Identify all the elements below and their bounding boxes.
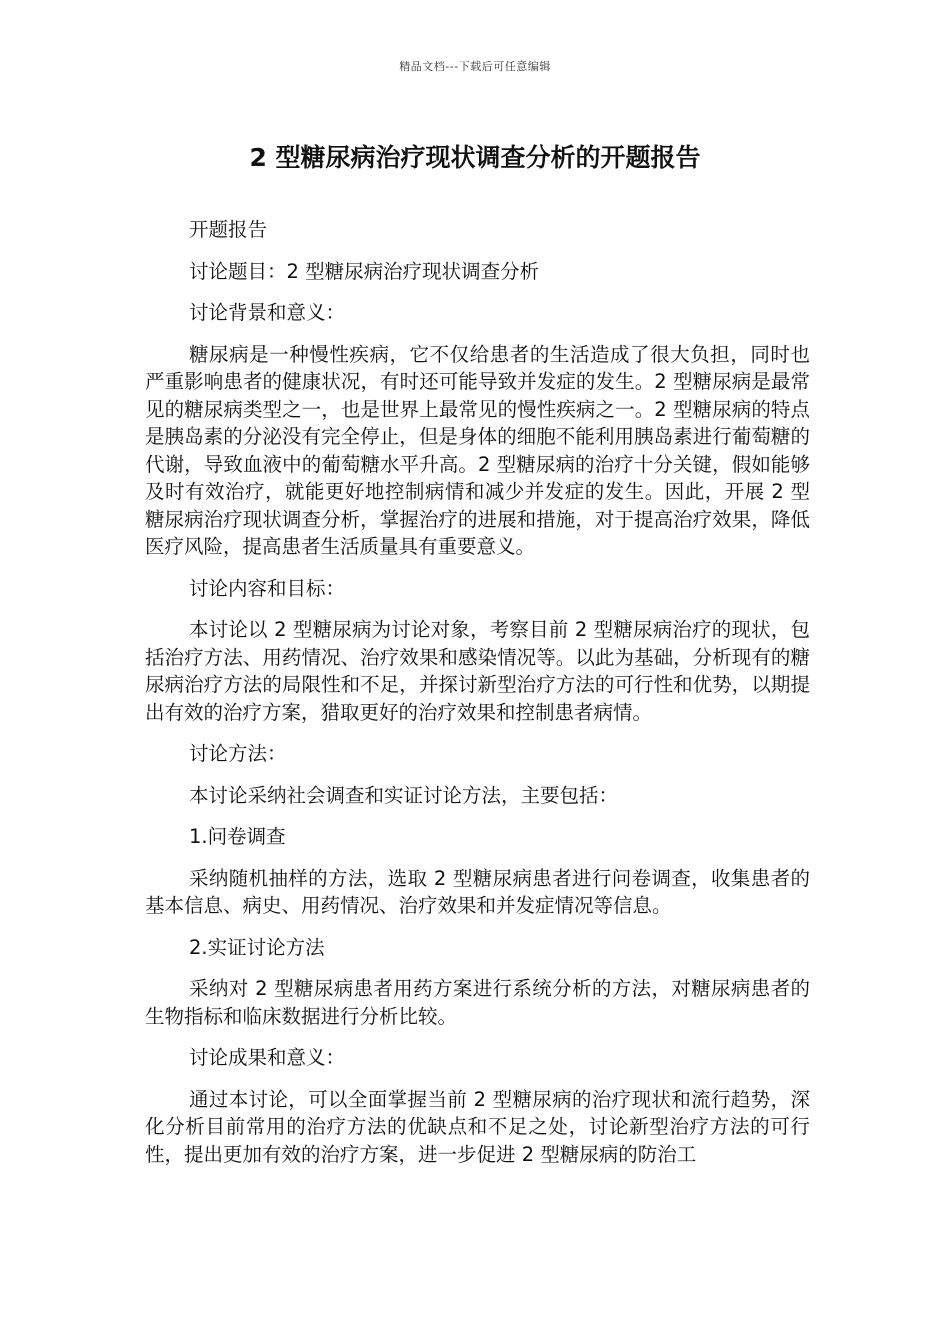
paragraph-topic: 讨论题目：2 型糖尿病治疗现状调查分析 (189, 259, 540, 283)
paragraph-section-label: 开题报告 (189, 218, 268, 241)
heading-questionnaire: 1.问卷调查 (189, 825, 286, 848)
heading-results: 讨论成果和意义： (189, 1046, 346, 1069)
header-note: 精品文档---下载后可任意编辑 (399, 60, 551, 73)
heading-background: 讨论背景和意义： (189, 301, 346, 324)
document-title: 2 型糖尿病治疗现状调查分析的开题报告 (249, 143, 701, 172)
paragraph-empirical: 采纳对 2 型糖尿病患者用药方案进行系统分析的方法，对糖尿病患者的生物指标和临床数据进行分析比较。 (145, 977, 810, 1028)
document-body (145, 216, 810, 1182)
paragraph-methods-intro: 本讨论采纳社会调查和实证讨论方法，主要包括： (189, 783, 619, 807)
paragraph-results: 通过本讨论，可以全面掌握当前 2 型糖尿病的治疗现状和流行趋势，深化分析目前常用的治疗方法的优缺点和不足之处，讨论新型治疗方法的可行性，提出更加有效的治疗方案，进一步促进 2 型糖尿病的防治工 (145, 1087, 810, 1166)
paragraph-background: 糖尿病是一种慢性疾病，它不仅给患者的生活造成了很大负担，同时也严重影响患者的健康状况，有时还可能导致并发症的发生。2 型糖尿病是最常见的糖尿病类型之一，也是世界上最常见的慢性疾病之一。2 型糖尿病的特点是胰岛素的分泌没有完全停止，但是身体的细胞不能利用胰岛素进行葡萄糖的代谢，导致血液中的葡萄糖水平升高。2 型糖尿病的治疗十分关键，假如能够及时有效治疗，就能更好地控制病情和减少并发症的发生。因此，开展 2 型糖尿病治疗现状调查分析，掌握治疗的进展和措施，对于提高治疗效果，降低医疗风险，提高患者生活质量具有重要意义。 (145, 342, 810, 558)
paragraph-content-goals: 本讨论以 2 型糖尿病为讨论对象，考察目前 2 型糖尿病治疗的现状，包括治疗方法、用药情况、治疗效果和感染情况等。以此为基础，分析现有的糖尿病治疗方法的局限性和不足，并探讨新型治疗方法的可行性和优势，以期提出有效的治疗方案，猎取更好的治疗效果和控制患者病情。 (145, 618, 810, 724)
heading-methods: 讨论方法： (189, 742, 287, 765)
heading-content-goals: 讨论内容和目标： (189, 576, 346, 600)
heading-empirical: 2.实证讨论方法 (189, 935, 325, 959)
paragraph-questionnaire: 采纳随机抽样的方法，选取 2 型糖尿病患者进行问卷调查，收集患者的基本信息、病史、用药情况、治疗效果和并发症情况等信息。 (145, 866, 810, 917)
